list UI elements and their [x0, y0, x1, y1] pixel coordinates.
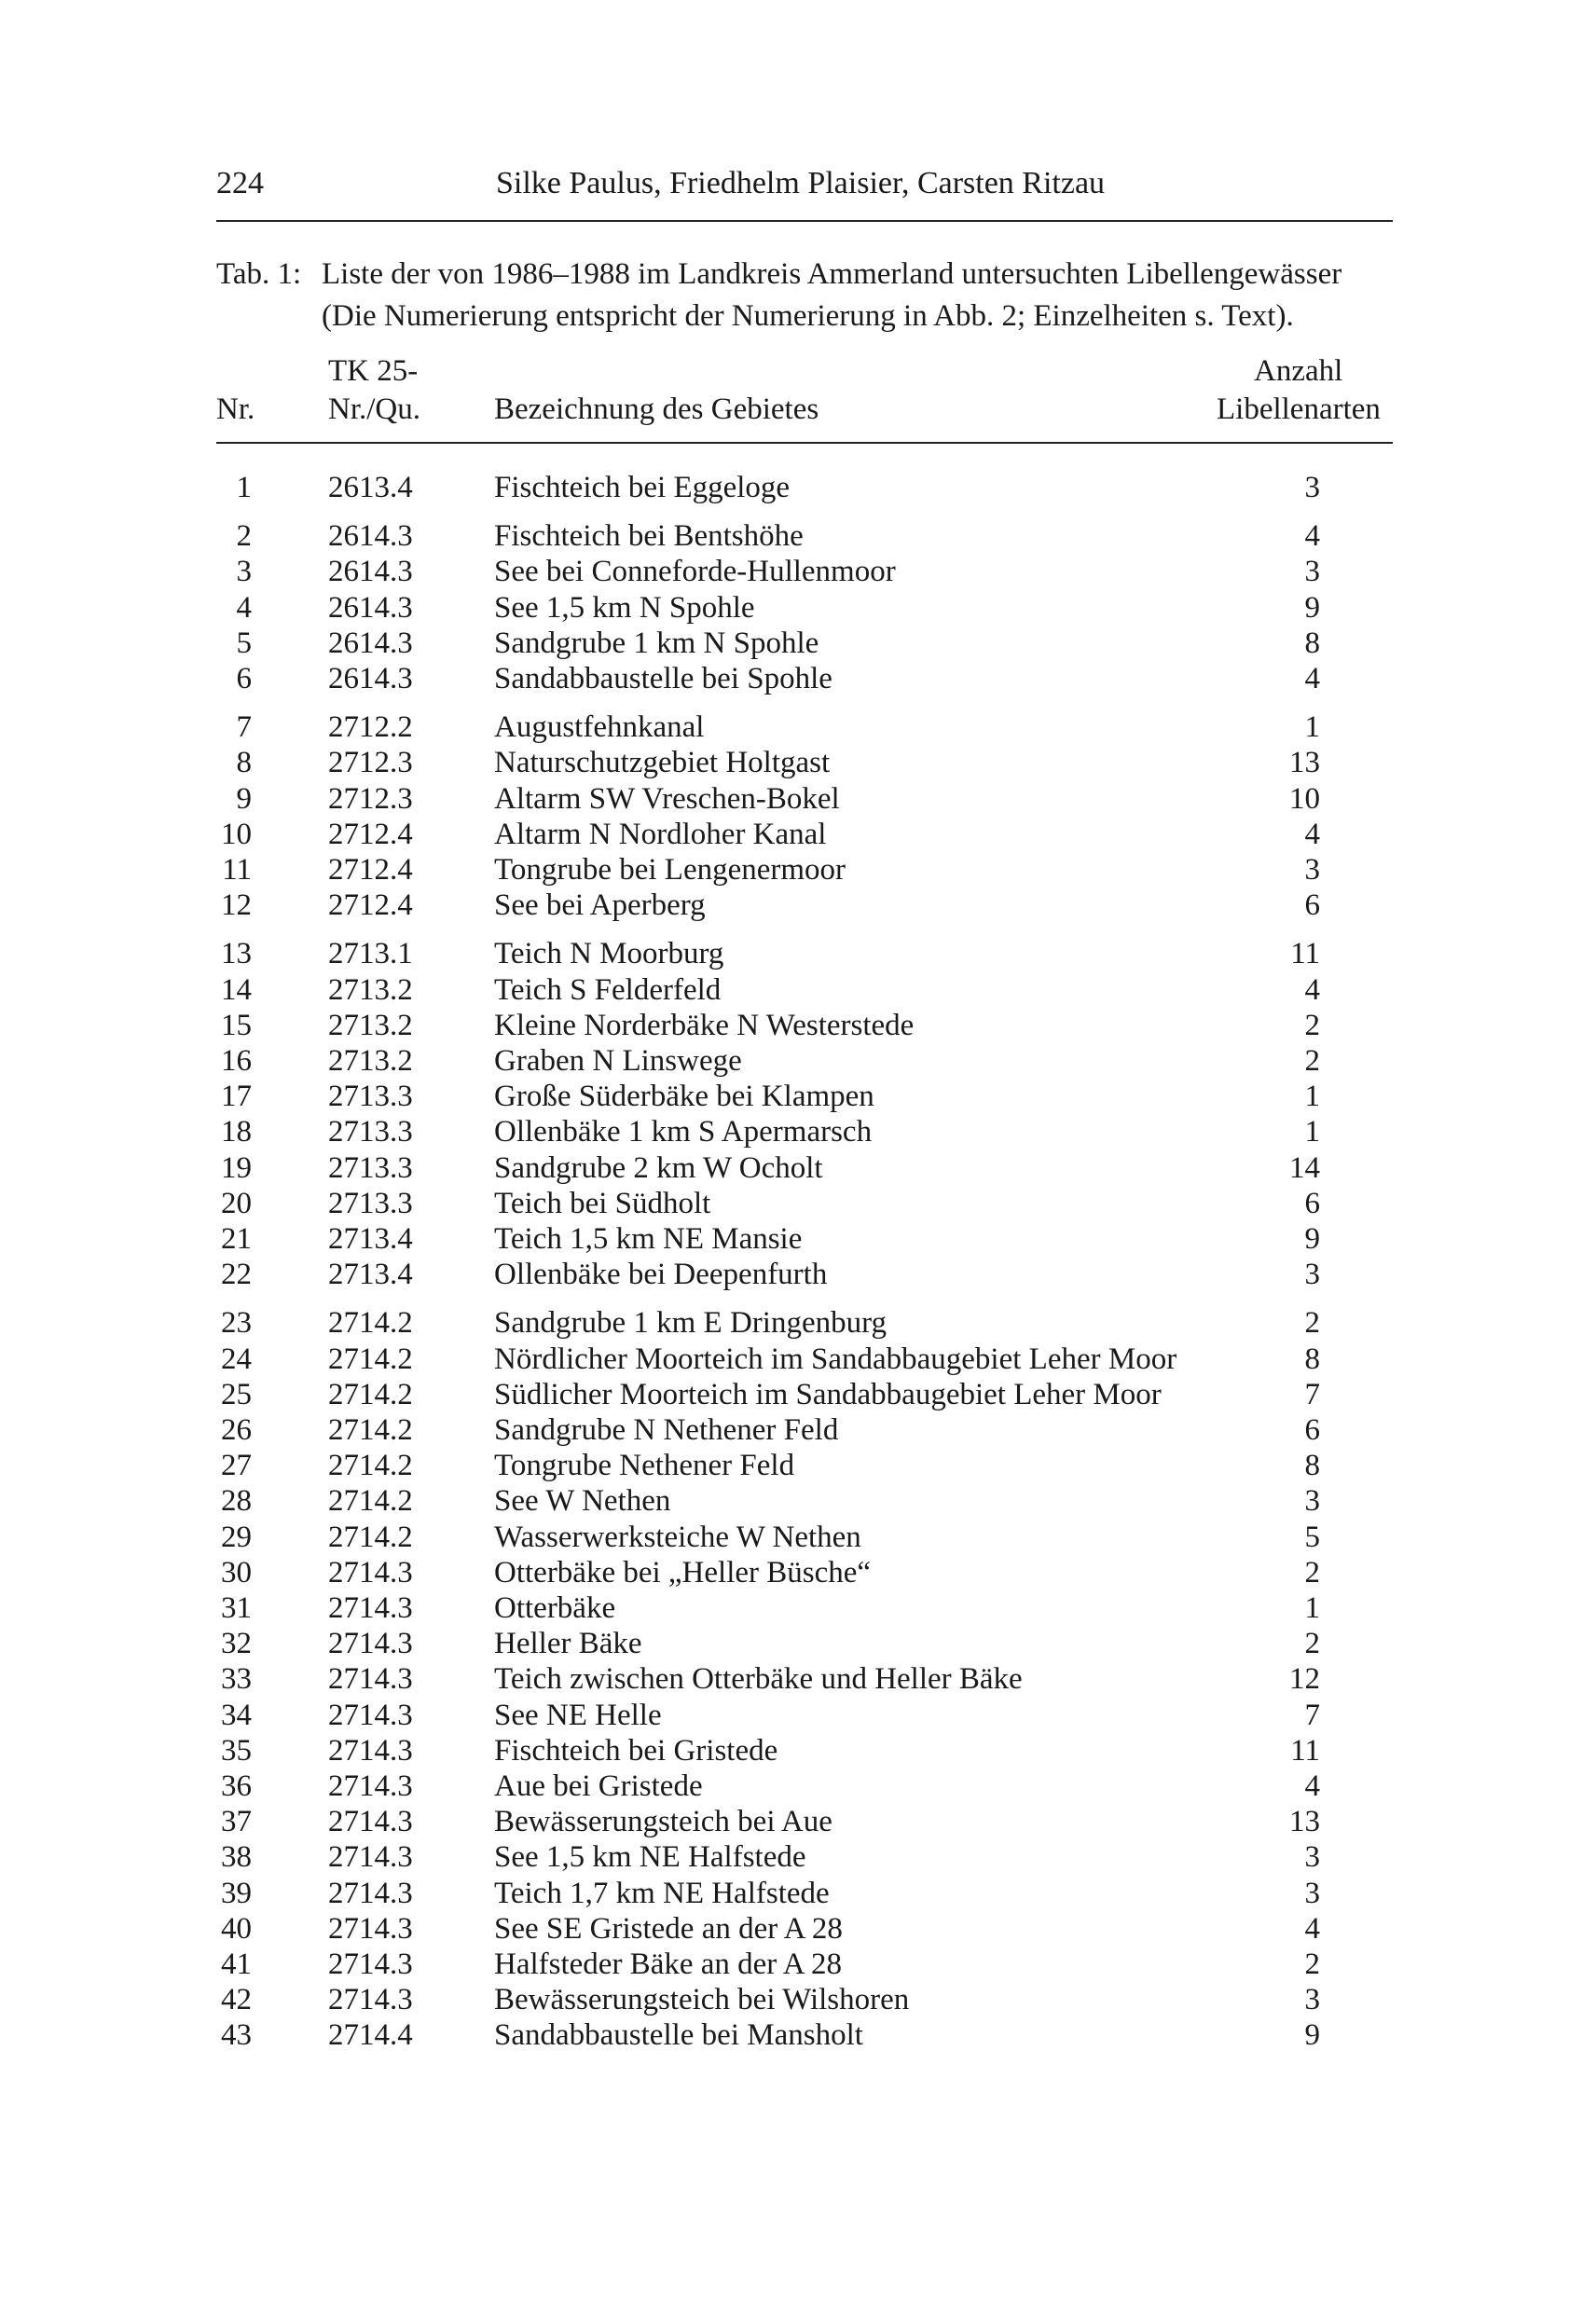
row-name: Otterbäke — [494, 1591, 616, 1625]
row-nr: 21 — [221, 1222, 252, 1256]
row-nr: 3 — [236, 555, 252, 589]
row-tk: 2714.3 — [328, 1733, 413, 1768]
row-tk: 2614.3 — [328, 662, 413, 695]
table-row — [0, 1877, 1596, 1912]
table-row — [0, 1009, 1596, 1044]
row-count: 3 — [1304, 471, 1320, 504]
row-count: 4 — [1304, 1769, 1320, 1803]
row-count: 6 — [1304, 1186, 1320, 1220]
row-name: Nördlicher Moorteich im Sandabbaugebiet Leher Moor — [494, 1342, 1177, 1376]
row-nr: 7 — [236, 710, 252, 745]
row-count: 3 — [1304, 1258, 1320, 1292]
row-tk: 2714.3 — [328, 1555, 413, 1590]
table-row — [0, 1591, 1596, 1627]
row-nr: 1 — [236, 471, 252, 504]
row-name: Otterbäke bei „Heller Büsche“ — [494, 1555, 872, 1590]
col-header-name: Bezeichnung des Gebietes — [494, 392, 819, 426]
row-count: 3 — [1304, 853, 1320, 887]
row-count: 13 — [1289, 1805, 1320, 1839]
table-row — [0, 937, 1596, 972]
header-rule — [216, 220, 1393, 222]
row-count: 1 — [1304, 1080, 1320, 1114]
row-nr: 38 — [221, 1840, 252, 1875]
table-row — [0, 1258, 1596, 1293]
table-row — [0, 1222, 1596, 1258]
row-name: Teich 1,5 km NE Mansie — [494, 1222, 803, 1256]
table-row — [0, 1306, 1596, 1342]
table-row — [0, 1840, 1596, 1876]
table-row — [0, 1449, 1596, 1484]
row-nr: 41 — [221, 1947, 252, 1981]
table-row — [0, 1342, 1596, 1378]
row-count: 2 — [1304, 1627, 1320, 1661]
row-nr: 2 — [236, 519, 252, 554]
row-nr: 42 — [221, 1983, 252, 2017]
row-tk: 2713.2 — [328, 1044, 413, 1078]
row-nr: 19 — [221, 1150, 252, 1185]
row-count: 9 — [1304, 2018, 1320, 2053]
row-tk: 2714.2 — [328, 1413, 413, 1447]
row-tk: 2714.2 — [328, 1342, 413, 1376]
row-count: 3 — [1304, 1840, 1320, 1875]
row-name: Teich bei Südholt — [494, 1186, 711, 1220]
row-name: Sandgrube 2 km W Ocholt — [494, 1150, 823, 1185]
row-tk: 2714.3 — [328, 1805, 413, 1839]
table-row — [0, 1912, 1596, 1947]
row-name: Altarm SW Vreschen-Bokel — [494, 781, 840, 816]
table-row — [0, 1699, 1596, 1734]
table-row — [0, 1484, 1596, 1520]
row-nr: 9 — [236, 781, 252, 816]
row-tk: 2712.4 — [328, 817, 413, 851]
row-name: See SE Gristede an der A 28 — [494, 1911, 843, 1946]
row-count: 13 — [1289, 746, 1320, 780]
row-count: 7 — [1304, 1377, 1320, 1411]
row-tk: 2714.3 — [328, 1698, 413, 1732]
row-count: 4 — [1304, 662, 1320, 695]
row-tk: 2714.3 — [328, 1591, 413, 1625]
row-name: See 1,5 km N Spohle — [494, 590, 755, 625]
row-nr: 24 — [221, 1342, 252, 1376]
row-name: See 1,5 km NE Halfstede — [494, 1840, 806, 1875]
row-count: 3 — [1304, 1983, 1320, 2017]
table-row — [0, 1115, 1596, 1150]
row-nr: 18 — [221, 1115, 252, 1149]
row-nr: 23 — [221, 1306, 252, 1341]
row-nr: 8 — [236, 746, 252, 780]
row-nr: 17 — [221, 1080, 252, 1114]
row-count: 9 — [1304, 1222, 1320, 1256]
row-tk: 2713.3 — [328, 1150, 413, 1185]
row-name: Ollenbäke bei Deepenfurth — [494, 1258, 828, 1292]
table-row — [0, 626, 1596, 662]
row-nr: 16 — [221, 1044, 252, 1078]
row-nr: 30 — [221, 1555, 252, 1590]
row-tk: 2714.3 — [328, 1911, 413, 1946]
row-nr: 10 — [221, 817, 252, 851]
table-row — [0, 1947, 1596, 1983]
row-nr: 28 — [221, 1484, 252, 1519]
row-count: 14 — [1289, 1150, 1320, 1185]
row-count: 2 — [1304, 1044, 1320, 1078]
table-row — [0, 1627, 1596, 1662]
row-tk: 2714.2 — [328, 1520, 413, 1554]
row-tk: 2712.4 — [328, 853, 413, 887]
table-row — [0, 555, 1596, 590]
row-nr: 43 — [221, 2018, 252, 2053]
row-name: Altarm N Nordloher Kanal — [494, 817, 827, 851]
row-nr: 27 — [221, 1449, 252, 1483]
row-tk: 2714.2 — [328, 1484, 413, 1519]
row-count: 5 — [1304, 1520, 1320, 1554]
running-head-authors: Silke Paulus, Friedhelm Plaisier, Carsten Ritzau — [496, 166, 1106, 200]
row-nr: 26 — [221, 1413, 252, 1447]
row-nr: 4 — [236, 590, 252, 625]
row-name: Fischteich bei Gristede — [494, 1733, 778, 1768]
row-name: Fischteich bei Eggeloge — [494, 471, 791, 504]
row-nr: 20 — [221, 1186, 252, 1220]
row-count: 6 — [1304, 1413, 1320, 1447]
row-count: 7 — [1304, 1698, 1320, 1732]
row-nr: 40 — [221, 1911, 252, 1946]
row-name: See W Nethen — [494, 1484, 671, 1519]
row-nr: 32 — [221, 1627, 252, 1661]
row-tk: 2614.3 — [328, 519, 413, 554]
row-name: See bei Aperberg — [494, 888, 706, 923]
row-name: Fischteich bei Bentshöhe — [494, 519, 804, 554]
row-name: Sandabbaustelle bei Spohle — [494, 662, 832, 695]
row-name: Große Süderbäke bei Klampen — [494, 1080, 874, 1114]
row-tk: 2713.3 — [328, 1186, 413, 1220]
table-row — [0, 853, 1596, 888]
row-tk: 2713.3 — [328, 1115, 413, 1149]
row-nr: 39 — [221, 1876, 252, 1910]
table-row — [0, 1734, 1596, 1769]
table-row — [0, 1983, 1596, 2018]
table-row — [0, 782, 1596, 818]
row-nr: 14 — [221, 972, 252, 1007]
row-name: Teich zwischen Otterbäke und Heller Bäke — [494, 1662, 1023, 1697]
row-tk: 2714.3 — [328, 1769, 413, 1803]
caption-label: Tab. 1: — [216, 257, 302, 291]
row-name: Tongrube bei Lengenermoor — [494, 853, 846, 887]
row-count: 1 — [1304, 1591, 1320, 1625]
row-tk: 2714.3 — [328, 1627, 413, 1661]
row-tk: 2712.2 — [328, 710, 413, 745]
caption-line-2: (Die Numerierung entspricht der Numerierung in Abb. 2; Einzelheiten s. Text). — [322, 299, 1294, 333]
page-number: 224 — [216, 166, 264, 200]
table-row — [0, 1521, 1596, 1556]
row-nr: 12 — [221, 888, 252, 923]
row-name: Sandgrube 1 km E Dringenburg — [494, 1306, 887, 1341]
row-count: 1 — [1304, 1115, 1320, 1149]
table-row — [0, 471, 1596, 506]
row-tk: 2714.3 — [328, 1876, 413, 1910]
row-name: Teich N Moorburg — [494, 937, 724, 971]
table-row — [0, 1413, 1596, 1449]
table-row — [0, 1769, 1596, 1805]
table-row — [0, 1080, 1596, 1115]
table-row — [0, 818, 1596, 853]
row-nr: 31 — [221, 1591, 252, 1625]
row-name: Südlicher Moorteich im Sandabbaugebiet Leher Moor — [494, 1377, 1162, 1411]
table-row — [0, 710, 1596, 746]
row-count: 2 — [1304, 1008, 1320, 1042]
row-count: 2 — [1304, 1306, 1320, 1341]
row-name: Sandabbaustelle bei Mansholt — [494, 2018, 863, 2053]
table-header-rule — [216, 442, 1393, 444]
row-nr: 25 — [221, 1377, 252, 1411]
caption-line-1: Liste der von 1986–1988 im Landkreis Ammerland untersuchten Libellengewässer — [322, 257, 1342, 291]
row-tk: 2712.4 — [328, 888, 413, 923]
col-header-tk-top: TK 25- — [328, 354, 419, 388]
table-row — [0, 1378, 1596, 1413]
row-tk: 2713.4 — [328, 1258, 413, 1292]
row-tk: 2714.4 — [328, 2018, 413, 2053]
row-name: Tongrube Nethener Feld — [494, 1449, 795, 1483]
row-count: 1 — [1304, 710, 1320, 745]
table-row — [0, 1187, 1596, 1222]
row-count: 8 — [1304, 1342, 1320, 1376]
row-count: 3 — [1304, 1484, 1320, 1519]
row-nr: 5 — [236, 626, 252, 660]
row-count: 10 — [1289, 781, 1320, 816]
row-nr: 34 — [221, 1698, 252, 1732]
col-header-count-top: Anzahl — [1254, 354, 1343, 388]
row-nr: 36 — [221, 1769, 252, 1803]
row-tk: 2713.1 — [328, 937, 413, 971]
row-nr: 22 — [221, 1258, 252, 1292]
row-name: Sandgrube 1 km N Spohle — [494, 626, 819, 660]
row-count: 11 — [1290, 937, 1320, 971]
row-name: Aue bei Gristede — [494, 1769, 703, 1803]
table-row — [0, 1805, 1596, 1840]
row-tk: 2613.4 — [328, 471, 413, 504]
row-count: 6 — [1304, 888, 1320, 923]
row-tk: 2712.3 — [328, 746, 413, 780]
row-tk: 2714.2 — [328, 1377, 413, 1411]
row-count: 4 — [1304, 972, 1320, 1007]
row-name: Halfsteder Bäke an der A 28 — [494, 1947, 842, 1981]
row-name: Heller Bäke — [494, 1627, 642, 1661]
table-row — [0, 1044, 1596, 1080]
row-tk: 2713.2 — [328, 1008, 413, 1042]
row-nr: 6 — [236, 662, 252, 695]
row-tk: 2714.3 — [328, 1662, 413, 1697]
row-count: 4 — [1304, 817, 1320, 851]
row-tk: 2614.3 — [328, 555, 413, 589]
row-tk: 2713.3 — [328, 1080, 413, 1114]
row-tk: 2714.3 — [328, 1947, 413, 1981]
row-count: 2 — [1304, 1555, 1320, 1590]
col-header-tk-bottom: Nr./Qu. — [328, 392, 420, 426]
row-count: 2 — [1304, 1947, 1320, 1981]
row-tk: 2714.3 — [328, 1983, 413, 2017]
row-tk: 2714.3 — [328, 1840, 413, 1875]
row-tk: 2713.2 — [328, 972, 413, 1007]
row-count: 3 — [1304, 1876, 1320, 1910]
row-tk: 2714.2 — [328, 1449, 413, 1483]
row-count: 3 — [1304, 555, 1320, 589]
row-name: Ollenbäke 1 km S Apermarsch — [494, 1115, 873, 1149]
row-nr: 33 — [221, 1662, 252, 1697]
table-row — [0, 591, 1596, 626]
row-tk: 2714.2 — [328, 1306, 413, 1341]
row-name: Wasserwerksteiche W Nethen — [494, 1520, 861, 1554]
table-row — [0, 1151, 1596, 1187]
row-name: Bewässerungsteich bei Aue — [494, 1805, 832, 1839]
row-name: Graben N Linswege — [494, 1044, 742, 1078]
table-row — [0, 1662, 1596, 1698]
row-count: 4 — [1304, 1911, 1320, 1946]
row-tk: 2713.4 — [328, 1222, 413, 1256]
table-row — [0, 973, 1596, 1009]
row-nr: 11 — [222, 853, 252, 887]
col-header-nr: Nr. — [216, 392, 255, 426]
running-head — [216, 166, 1391, 213]
row-count: 4 — [1304, 519, 1320, 554]
row-name: Naturschutzgebiet Holtgast — [494, 746, 831, 780]
table-row — [0, 662, 1596, 697]
row-name: Teich S Felderfeld — [494, 972, 722, 1007]
row-name: See NE Helle — [494, 1698, 662, 1732]
col-header-count-bottom: Libellenarten — [1217, 392, 1381, 426]
row-name: See bei Conneforde-Hullenmoor — [494, 555, 896, 589]
row-nr: 15 — [221, 1008, 252, 1042]
row-count: 8 — [1304, 626, 1320, 660]
row-tk: 2712.3 — [328, 781, 413, 816]
table-row — [0, 746, 1596, 781]
row-count: 12 — [1289, 1662, 1320, 1697]
row-name: Sandgrube N Nethener Feld — [494, 1413, 839, 1447]
row-name: Bewässerungsteich bei Wilshoren — [494, 1983, 910, 2017]
row-tk: 2614.3 — [328, 626, 413, 660]
table-row — [0, 1556, 1596, 1591]
table-row — [0, 519, 1596, 555]
row-name: Teich 1,7 km NE Halfstede — [494, 1876, 830, 1910]
row-name: Kleine Norderbäke N Westerstede — [494, 1008, 915, 1042]
row-name: Augustfehnkanal — [494, 710, 705, 745]
row-nr: 37 — [221, 1805, 252, 1839]
table-row — [0, 888, 1596, 924]
row-nr: 13 — [221, 937, 252, 971]
row-nr: 29 — [221, 1520, 252, 1554]
row-count: 11 — [1290, 1733, 1320, 1768]
row-count: 9 — [1304, 590, 1320, 625]
row-nr: 35 — [221, 1733, 252, 1768]
row-tk: 2614.3 — [328, 590, 413, 625]
row-count: 8 — [1304, 1449, 1320, 1483]
table-row — [0, 2018, 1596, 2054]
